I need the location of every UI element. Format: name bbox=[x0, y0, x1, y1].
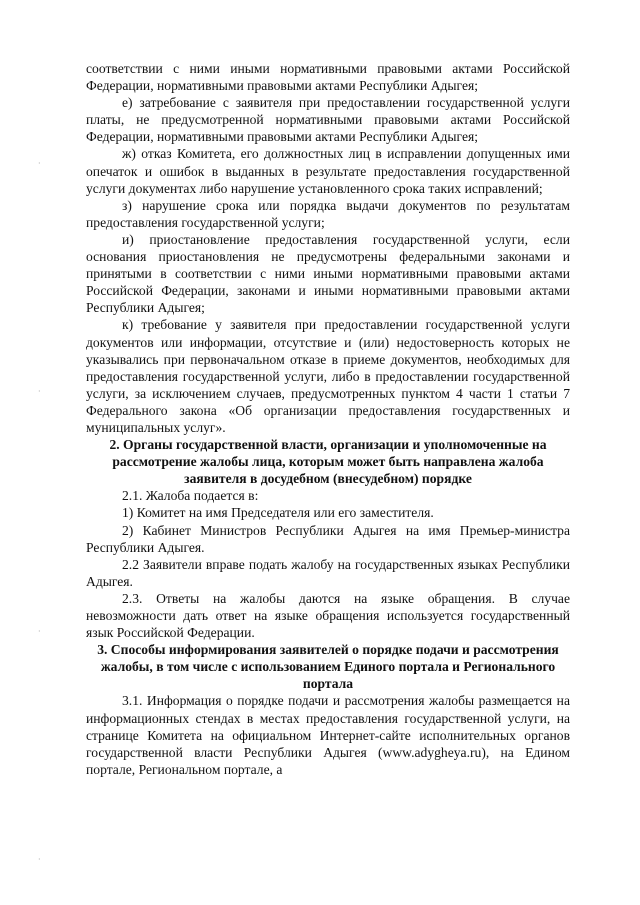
paragraph: 1) Комитет на имя Председателя или его заместителя. bbox=[122, 505, 434, 521]
paragraph: ж) отказ Комитета, его должностных лиц в исправлении допущенных ими опечаток и ошибок в выданных в результате предоставления государственной услуги документах либо нарушение установленного срока таких исправлений; bbox=[86, 146, 570, 196]
margin-dot: · bbox=[38, 855, 41, 864]
paragraph: 2.2 Заявители вправе подать жалобу на государственных языках Республики Адыгея. bbox=[86, 556, 570, 589]
paragraph: 2.1. Жалоба подается в: bbox=[122, 488, 259, 504]
margin-dot: · bbox=[38, 387, 41, 396]
paragraph: е) затребование с заявителя при предоставлении государственной услуги платы, не предусмотренной нормативными правовыми актами Российской Федерации, нормативными правовыми актами Республики Адыгея; bbox=[86, 95, 570, 145]
paragraph: 3.1. Информация о порядке подачи и рассмотрения жалобы размещается на информационных стендах в местах предоставления государственной услуги, на странице Комитета на официальном Интернет-сайте исполнительных органов государственной власти Республики Адыгея (www.adygheya.ru), на Едином портале, Региональном портале, а bbox=[86, 693, 570, 777]
paragraph: к) требование у заявителя при предоставлении государственной услуги документов или информации, отсутствие и (или) недостоверность которых не указывались при первоначальном отказе в приеме документов, необходимых для предоставления государственной услуги, либо в предоставлении государственной услуги, за исключением случаев, предусмотренных пунктом 4 части 1 статьи 7 Федерального закона «Об организации предоставления государственных и муниципальных услуг». bbox=[86, 317, 570, 435]
section-heading: 2. Органы государственной власти, организации и уполномоченные на рассмотрение жалобы лица, которым может быть направлена жалоба заявителя в досудебном (внесудебном) порядке bbox=[109, 437, 547, 487]
paragraph: и) приостановление предоставления государственной услуги, если основания приостановления не предусмотрены федеральными законами и принятыми в соответствии с ними иными нормативными правовыми актами Российской Федерации, законами и иными нормативными правовыми актами Республики Адыгея; bbox=[86, 231, 570, 316]
document-body bbox=[86, 60, 570, 778]
section-heading: 3. Способы информирования заявителей о порядке подачи и рассмотрения жалобы, в том числе с использованием Единого портала и Регионального портала bbox=[97, 642, 559, 692]
paragraph: 2) Кабинет Министров Республики Адыгея на имя Премьер-министра Республики Адыгея. bbox=[86, 522, 570, 555]
margin-dot: · bbox=[38, 159, 41, 168]
paragraph: з) нарушение срока или порядка выдачи документов по результатам предоставления государственной услуги; bbox=[86, 197, 570, 230]
margin-dot: · bbox=[38, 627, 41, 636]
paragraph: соответствии с ними иными нормативными правовыми актами Российской Федерации, нормативными правовыми актами Республики Адыгея; bbox=[86, 61, 570, 94]
paragraph: 2.3. Ответы на жалобы даются на языке обращения. В случае невозможности дать ответ на языке обращения используется государственный язык Российской Федерации. bbox=[86, 590, 570, 641]
